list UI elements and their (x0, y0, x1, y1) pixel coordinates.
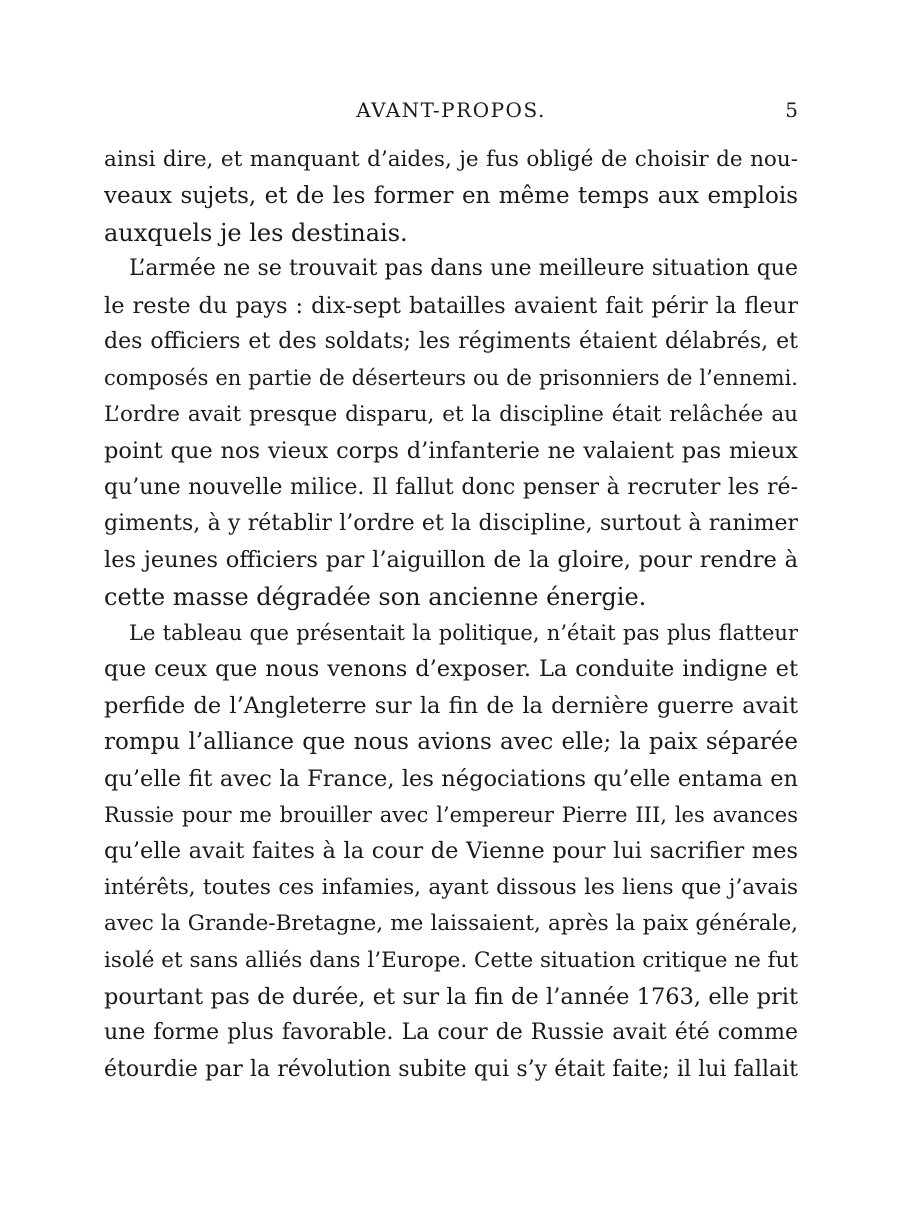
text-line: rompu l’alliance que nous avions avec elle; la paix séparée (104, 729, 798, 756)
text-line: Le tableau que présentait la politique, n’était pas plus flatteur (129, 621, 798, 646)
text-line: pourtant pas de durée, et sur la fin de l’année 1763, elle prit (104, 983, 798, 1010)
text-line: intérêts, toutes ces infamies, ayant dissous les liens que j’avais (104, 874, 798, 900)
text-line: composés en partie de déserteurs ou de prisonniers de l’ennemi. (104, 366, 798, 391)
text-line: L’ordre avait presque disparu, et la discipline était relâchée au (104, 401, 798, 427)
text-line: isolé et sans alliés dans l’Europe. Cette situation critique ne fut (104, 947, 798, 973)
text-line: qu’elle fit avec la France, les négociations qu’elle entama en (104, 765, 798, 792)
text-line: perfide de l’Angleterre sur la fin de la dernière guerre avait (104, 692, 798, 719)
text-line: L’armée ne se trouvait pas dans une meilleure situation que (129, 256, 798, 282)
body-text (104, 142, 798, 1088)
text-line: veaux sujets, et de les former en même temps aux emplois (104, 183, 798, 210)
running-head (104, 98, 798, 128)
text-line: avec la Grande-Bretagne, me laissaient, après la paix générale, (104, 911, 798, 937)
text-line: giments, à y rétablir l’ordre et la discipline, surtout à ranimer (104, 510, 798, 536)
text-line: des officiers et des soldats; les régiments étaient délabrés, et (104, 328, 798, 354)
text-line: point que nos vieux corps d’infanterie ne valaient pas mieux (104, 438, 798, 465)
text-line: que ceux que nous venons d’exposer. La conduite indigne et (104, 656, 798, 683)
text-line: qu’elle avait faites à la cour de Vienne pour lui sacrifier mes (104, 838, 798, 865)
text-line: une forme plus favorable. La cour de Russie avait été comme (104, 1020, 798, 1046)
text-line: auxquels je les destinais. (104, 218, 408, 247)
text-line: Russie pour me brouiller avec l’empereur Pierre III, les avances (104, 803, 798, 828)
running-title: AVANT-PROPOS. (356, 98, 546, 122)
text-line: cette masse dégradée son ancienne énergie. (104, 582, 647, 611)
text-line: les jeunes officiers par l’aiguillon de la gloire, pour rendre à (104, 547, 798, 574)
text-line: le reste du pays : dix-sept batailles avaient fait périr la fleur (104, 292, 798, 319)
page-number: 5 (785, 98, 798, 122)
text-line: qu’une nouvelle milice. Il fallut donc penser à recruter les ré- (104, 474, 798, 500)
text-line: étourdie par la révolution subite qui s’y était faite; il lui fallait (104, 1056, 798, 1082)
text-line: ainsi dire, et manquant d’aides, je fus obligé de choisir de nou- (104, 147, 798, 172)
